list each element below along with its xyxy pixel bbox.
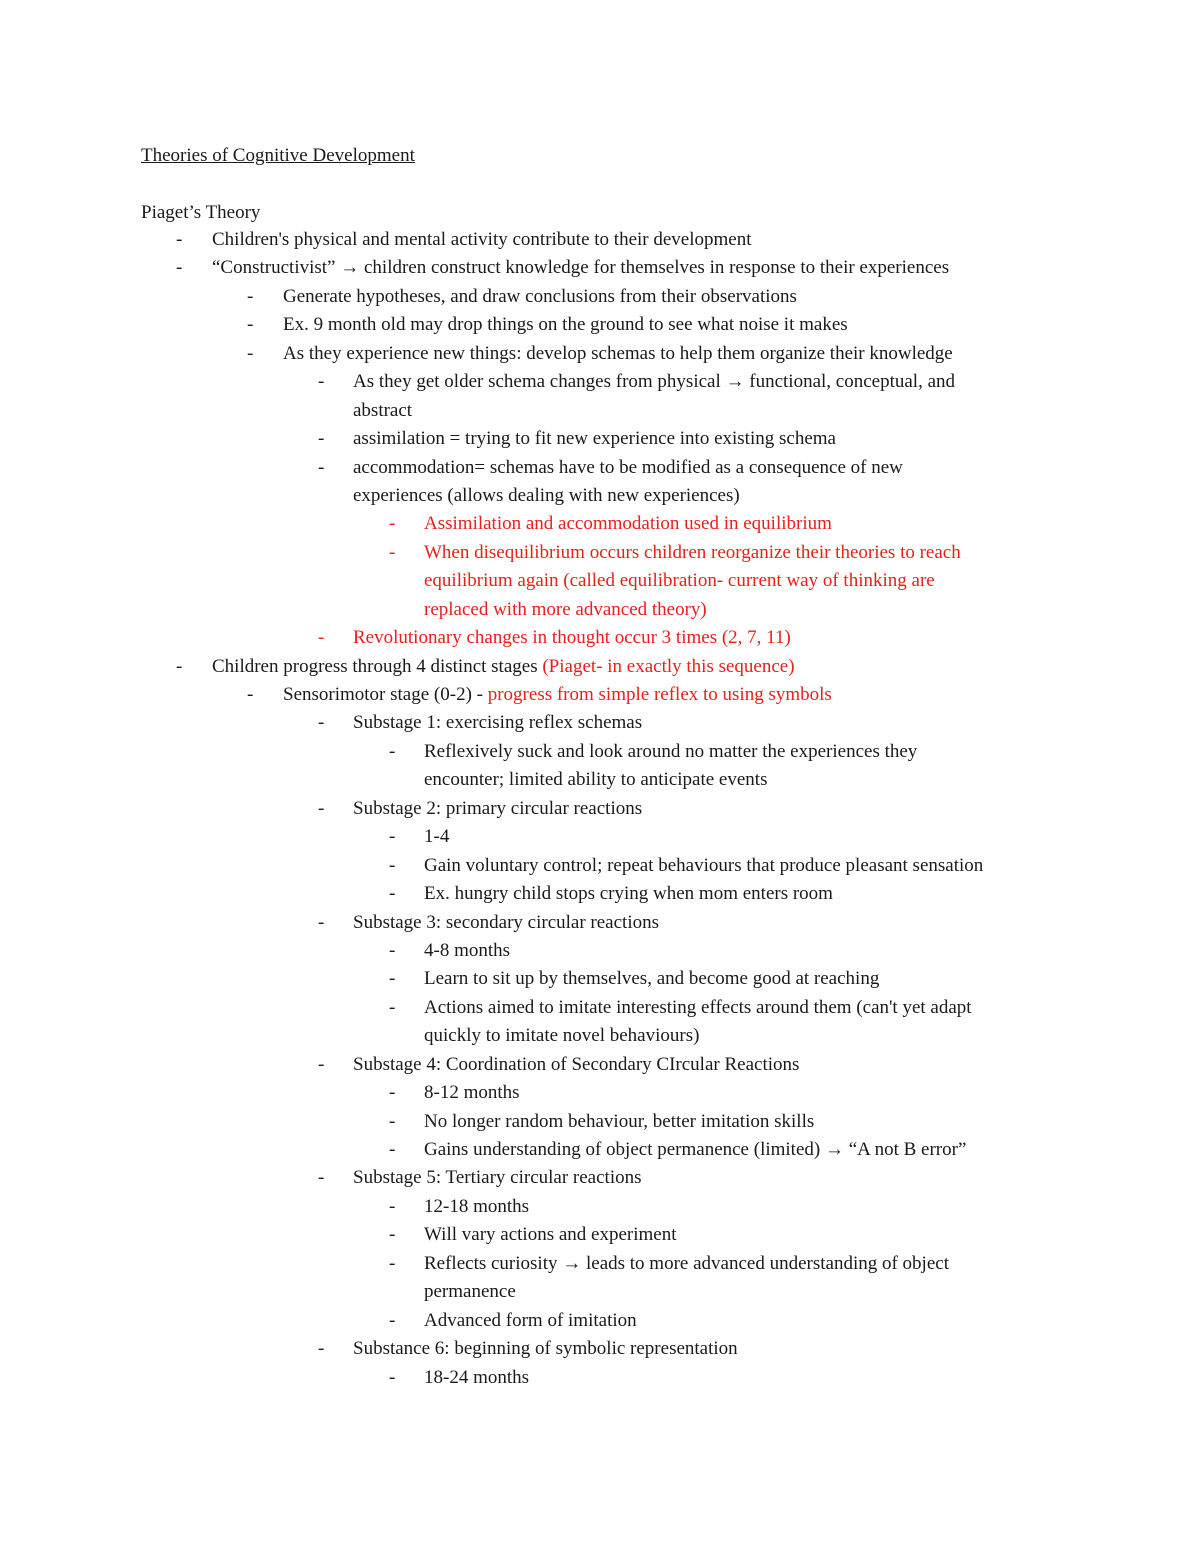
outline-line bbox=[0, 1108, 1200, 1136]
highlighted-text: (Piaget- in exactly this sequence) bbox=[542, 655, 795, 677]
outline-text bbox=[283, 681, 832, 709]
text-segment: Ex. 9 month old may drop things on the ground to see what noise it makes bbox=[283, 314, 848, 336]
outline-line bbox=[0, 823, 1200, 851]
outline-text bbox=[353, 624, 791, 652]
outline-line bbox=[0, 1307, 1200, 1335]
text-segment: permanence bbox=[424, 1281, 516, 1303]
outline-line bbox=[0, 1221, 1200, 1249]
bullet-dash: - bbox=[389, 1110, 396, 1132]
bullet-dash: - bbox=[247, 684, 254, 705]
bullet-dash: - bbox=[318, 1167, 325, 1189]
outline-text bbox=[424, 965, 879, 993]
outline-text bbox=[424, 510, 832, 538]
outline-text bbox=[283, 311, 848, 339]
outline-line bbox=[0, 482, 1200, 510]
text-segment: encounter; limited ability to anticipate events bbox=[424, 769, 768, 791]
highlighted-text: When disequilibrium occurs children reorganize their theories to reach bbox=[424, 541, 961, 563]
text-segment: accommodation= schemas have to be modified as a consequence of new bbox=[353, 456, 903, 478]
outline-line bbox=[0, 1051, 1200, 1079]
outline-text bbox=[424, 1079, 520, 1107]
outline-text bbox=[424, 823, 449, 851]
outline-text bbox=[424, 539, 961, 567]
bullet-dash: - bbox=[247, 285, 254, 307]
outline-line bbox=[0, 567, 1200, 595]
text-segment: Will vary actions and experiment bbox=[424, 1224, 677, 1246]
text-segment: Substance 6: beginning of symbolic representation bbox=[353, 1338, 738, 1360]
outline-text bbox=[353, 909, 659, 937]
text-segment: quickly to imitate novel behaviours) bbox=[424, 1025, 700, 1047]
outline-text bbox=[212, 254, 949, 282]
bullet-dash: - bbox=[318, 371, 325, 393]
outline-line bbox=[0, 425, 1200, 453]
outline-text bbox=[424, 1193, 529, 1221]
text-segment: Generate hypotheses, and draw conclusions from their observations bbox=[283, 285, 797, 307]
outline-text bbox=[424, 852, 983, 880]
outline-line bbox=[0, 1364, 1200, 1392]
outline-line bbox=[0, 596, 1200, 624]
text-segment: Substage 3: secondary circular reactions bbox=[353, 911, 659, 933]
outline-text bbox=[283, 340, 953, 368]
text-segment: Ex. hungry child stops crying when mom enters room bbox=[424, 883, 833, 905]
bullet-dash: - bbox=[247, 342, 254, 364]
bullet-dash: - bbox=[389, 740, 396, 762]
bullet-dash: - bbox=[318, 1338, 325, 1360]
outline-line bbox=[0, 454, 1200, 482]
outline-text bbox=[424, 880, 833, 908]
bullet-dash: - bbox=[389, 996, 396, 1018]
outline-text bbox=[353, 482, 740, 510]
outline-text bbox=[424, 738, 917, 766]
bullet-dash: - bbox=[247, 314, 254, 336]
text-segment: “Constructivist” → children construct knowledge for themselves in response to their experiences bbox=[212, 257, 950, 279]
bullet-dash: - bbox=[318, 797, 325, 819]
outline-text bbox=[424, 596, 707, 624]
outline-text bbox=[424, 1108, 814, 1136]
bullet-dash: - bbox=[389, 513, 396, 535]
outline-text bbox=[353, 1164, 642, 1192]
bullet-dash: - bbox=[389, 939, 396, 961]
outline-text bbox=[424, 567, 935, 595]
text-segment: Learn to sit up by themselves, and become good at reaching bbox=[424, 968, 880, 990]
text-segment: abstract bbox=[353, 399, 413, 421]
outline-text bbox=[424, 1022, 699, 1050]
outline-text bbox=[353, 425, 836, 453]
outline-text bbox=[353, 454, 903, 482]
outline-line bbox=[0, 937, 1200, 965]
outline-line bbox=[0, 709, 1200, 737]
text-segment: 4-8 months bbox=[424, 939, 511, 961]
bullet-dash: - bbox=[318, 911, 325, 933]
bullet-dash: - bbox=[389, 883, 396, 905]
bullet-dash: - bbox=[176, 257, 183, 279]
bullet-dash: - bbox=[389, 854, 396, 876]
text-segment: Children's physical and mental activity contribute to their development bbox=[212, 229, 752, 250]
outline-text bbox=[212, 226, 752, 254]
text-segment: Advanced form of imitation bbox=[424, 1309, 637, 1331]
highlighted-text: Assimilation and accommodation used in equilibrium bbox=[424, 513, 832, 535]
text-segment: No longer random behaviour, better imitation skills bbox=[424, 1110, 815, 1132]
outline-line bbox=[0, 624, 1200, 652]
outline-line bbox=[0, 653, 1200, 681]
bullet-dash: - bbox=[389, 826, 396, 848]
outline-text bbox=[353, 1051, 799, 1079]
outline-line bbox=[0, 1136, 1200, 1164]
bullet-dash: - bbox=[389, 1139, 396, 1160]
outline-line bbox=[0, 1335, 1200, 1363]
text-segment: Substage 5: Tertiary circular reactions bbox=[353, 1167, 642, 1189]
bullet-dash: - bbox=[389, 1252, 396, 1274]
outline-line bbox=[0, 1079, 1200, 1107]
outline-text bbox=[424, 1221, 676, 1249]
text-segment: Substage 2: primary circular reactions bbox=[353, 797, 643, 819]
outline-line bbox=[0, 1250, 1200, 1278]
text-segment: Gain voluntary control; repeat behaviours that produce pleasant sensation bbox=[424, 854, 984, 876]
bullet-dash: - bbox=[389, 1224, 396, 1246]
outline-line bbox=[0, 510, 1200, 538]
text-segment: As they experience new things: develop schemas to help them organize their knowledge bbox=[283, 342, 953, 364]
outline-line bbox=[0, 909, 1200, 937]
outline-text bbox=[353, 795, 642, 823]
highlighted-text: equilibrium again (called equilibration- current way of thinking are bbox=[424, 570, 935, 592]
document-title: Theories of Cognitive Development bbox=[141, 145, 415, 166]
outline-line bbox=[0, 766, 1200, 794]
bullet-dash: - bbox=[318, 428, 325, 450]
outline-line bbox=[0, 1022, 1200, 1050]
outline-line bbox=[0, 1278, 1200, 1306]
outline-text bbox=[353, 1335, 738, 1363]
bullet-dash: - bbox=[389, 541, 396, 563]
outline-line bbox=[0, 539, 1200, 567]
text-segment: Substage 4: Coordination of Secondary CIrcular Reactions bbox=[353, 1053, 800, 1075]
outline-line bbox=[0, 340, 1200, 368]
bullet-dash: - bbox=[176, 655, 183, 677]
outline-line bbox=[0, 283, 1200, 311]
outline-line bbox=[0, 226, 1200, 254]
outline-line bbox=[0, 1193, 1200, 1221]
outline-line bbox=[0, 681, 1200, 709]
outline-text bbox=[424, 1250, 949, 1278]
outline-text bbox=[424, 1364, 529, 1392]
bullet-dash: - bbox=[318, 1053, 325, 1075]
outline-line bbox=[0, 994, 1200, 1022]
outline-line bbox=[0, 880, 1200, 908]
outline-line bbox=[0, 738, 1200, 766]
text-segment: 12-18 months bbox=[424, 1195, 530, 1217]
outline-line bbox=[0, 397, 1200, 425]
notes-outline bbox=[0, 226, 1200, 1392]
highlighted-text: progress from simple reflex to using symbols bbox=[487, 684, 832, 705]
text-segment: experiences (allows dealing with new experiences) bbox=[353, 484, 740, 506]
text-segment: 1-4 bbox=[424, 826, 450, 848]
outline-line bbox=[0, 311, 1200, 339]
bullet-dash: - bbox=[389, 1309, 396, 1331]
outline-line bbox=[0, 965, 1200, 993]
outline-text bbox=[424, 1136, 966, 1164]
outline-text bbox=[353, 709, 642, 737]
outline-text bbox=[424, 1278, 516, 1306]
text-segment: 18-24 months bbox=[424, 1366, 530, 1388]
outline-text bbox=[212, 653, 795, 681]
text-segment: Sensorimotor stage (0-2) - bbox=[283, 684, 488, 705]
bullet-dash: - bbox=[318, 456, 325, 478]
outline-text bbox=[353, 368, 955, 396]
bullet-dash: - bbox=[389, 968, 396, 990]
text-segment: Children progress through 4 distinct stages bbox=[212, 655, 543, 677]
text-segment: Reflexively suck and look around no matter the experiences they bbox=[424, 740, 918, 762]
outline-text bbox=[424, 937, 510, 965]
outline-text bbox=[353, 397, 412, 425]
outline-text bbox=[424, 766, 767, 794]
text-segment: assimilation = trying to fit new experience into existing schema bbox=[353, 428, 836, 450]
outline-line bbox=[0, 852, 1200, 880]
bullet-dash: - bbox=[389, 1195, 396, 1217]
bullet-dash: - bbox=[318, 712, 325, 734]
highlighted-text: Revolutionary changes in thought occur 3 times (2, 7, 11) bbox=[353, 627, 791, 649]
text-segment: Substage 1: exercising reflex schemas bbox=[353, 712, 643, 734]
outline-text bbox=[283, 283, 797, 311]
bullet-dash: - bbox=[318, 627, 325, 649]
section-heading: Piaget’s Theory bbox=[141, 202, 261, 223]
bullet-dash: - bbox=[176, 229, 183, 250]
bullet-dash: - bbox=[389, 1366, 396, 1388]
highlighted-text: replaced with more advanced theory) bbox=[424, 598, 707, 620]
outline-text bbox=[424, 1307, 637, 1335]
outline-line bbox=[0, 368, 1200, 396]
outline-line bbox=[0, 1164, 1200, 1192]
text-segment: Gains understanding of object permanence (limited) → “A not B error” bbox=[424, 1139, 967, 1160]
text-segment: Actions aimed to imitate interesting effects around them (can't yet adapt bbox=[424, 996, 972, 1018]
outline-line bbox=[0, 254, 1200, 282]
text-segment: As they get older schema changes from physical → functional, conceptual, and bbox=[353, 371, 955, 393]
bullet-dash: - bbox=[389, 1082, 396, 1104]
text-segment: 8-12 months bbox=[424, 1082, 520, 1104]
text-segment: Reflects curiosity → leads to more advanced understanding of object bbox=[424, 1252, 949, 1274]
outline-text bbox=[424, 994, 972, 1022]
outline-line bbox=[0, 795, 1200, 823]
